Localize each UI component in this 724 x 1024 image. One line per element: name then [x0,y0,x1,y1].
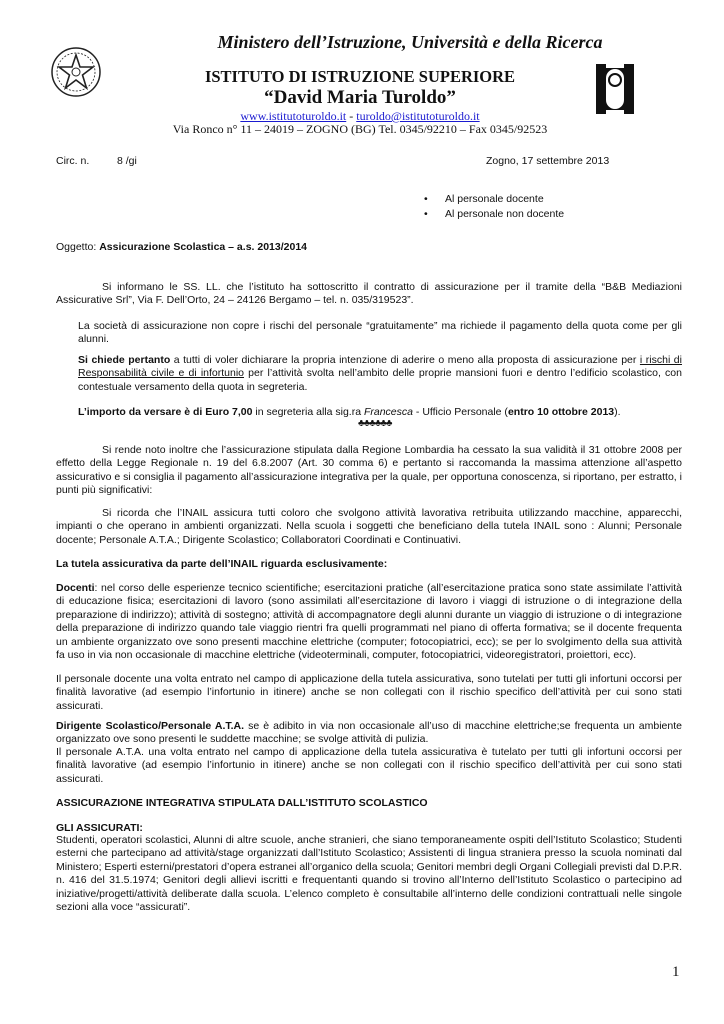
paragraph-docenti [56,582,682,662]
link-separator: - [346,109,357,123]
amount-text-a: in segreteria alla sig.ra [252,406,364,418]
place-date: Zogno, 17 settembre 2013 [486,155,610,167]
amount-deadline: entro 10 ottobre 2013 [507,406,615,418]
subject-text: Assicurazione Scolastica – a.s. 2013/2014 [99,241,307,253]
dirigente-label: Dirigente Scolastico/Personale A.T.A. [56,720,245,732]
ministry-title: Ministero dell’Istruzione, Università e della Ricerca [217,32,603,52]
heading-inail [56,558,682,571]
italian-republic-emblem-icon [50,46,102,98]
paragraph-inail: Si ricorda che l’INAIL assicura tutti coloro che svolgono attività lavorativa retribuita utilizzando macchine, apparecchi, impianti o che operano in ambienti organizzati. Nella scuola i soggetti che beneficiano della tutela INAIL sono : Alunni; Personale docente; Personale A.T.A.; Dirigente Scolastico; Collaboratori Coordinati e Continuativi. [56,507,682,546]
paragraph-dirigente [56,720,682,747]
header-links [150,109,570,123]
paragraph-ata-tutela: Il personale A.T.A. una volta entrato nel campo di applicazione della tutela assicurativa è tutelato per tutti gli infortuni occorsi per finalità lavorative (ad esempio l’infortunio in itinere) anche se non collegati con il rischio specifico dell’attività per cui sono stati assicurati. [56,746,682,785]
request-text-b: per l’attività svolta nell’ambito delle proprie mansioni fuori e dentro l’edificio scolastico, con contestuale versamento della quota in segreteria. [78,367,682,393]
paragraph-request [78,354,682,394]
subject-line [56,241,682,254]
institute-logo-icon [592,60,638,118]
paragraph-coverage: La società di assicurazione non copre i rischi del personale “gratuitamente” ma richiede il pagamento della quota come per gli alunni. [78,320,682,346]
paragraph-intro: Si informano le SS. LL. che l’istituto ha sottoscritto il contratto di assicurazione per il tramite della “B&B Mediazioni Assicurative Srl”, Via F. Dell’Orto, 24 – 24126 Bergamo – tel. n. 035/319523”. [56,281,682,307]
recipient-item: • Al personale non docente [424,207,564,222]
page-number: 1 [672,964,680,980]
heading-inail-text: La tutela assicurativa da parte dell’INAIL riguarda esclusivamente: [56,558,388,570]
heading-integrativa-text: ASSICURAZIONE INTEGRATIVA STIPULATA DALL’ISTITUTO SCOLASTICO [56,797,428,809]
subject-label: Oggetto: [56,241,100,253]
recipient-item: • Al personale docente [424,192,564,207]
amount-text-b: - Ufficio Personale ( [413,406,508,418]
paragraph-assicurati: Studenti, operatori scolastici, Alunni di altre scuole, anche stranieri, che siano temporaneamente ospiti dell’Istituto Scolastico; Studenti esterni che partecipano ad attività/stage organizzati dall’Istituto Scolastico; Assistenti di lingua straniera presso la scuola nominati dal Ministero; Esperti esterni/prestatori d’opera estranei all’organico della scuola; Genitori membri degli Organi Collegiali previsti dal D.P.R. n. 416 del 31.5.1974; Genitori degli allievi iscritti e frequentanti quando si trovino all’Interno dell’Istituto Scolastico o partecipino ad iniziative/progetti/attività deliberate dalla scuola. L’elenco completo è consultabile all’interno delle condizioni contrattuali nelle singole sezioni alla voce “assicurati”. [56,834,683,914]
circular-number: 8 /gi [117,155,137,167]
recipient-list [424,192,564,222]
paragraph-docenti-tutela: Il personale docente una volta entrato nel campo di applicazione della tutela assicurativa, sono tutelati per tutti gli infortuni occorsi per finalità lavorative (ad esempio l’infortunio in itinere) anche se non collegati con il rischio specifico dell’attività per cui sono stati assicurati. [56,673,682,712]
dirigente-text: se è adibito in via non occasionale all’uso di macchine elettriche;se frequenta un ambiente organizzato ove sono presenti le suddette macchine; se svolge attività di pulizia. [56,720,682,746]
amount-bold: L’importo da versare è di Euro 7,00 [78,406,253,418]
clubs-separator: ♣♣♣♣♣♣ [358,418,392,429]
website-link[interactable]: www.istitutoturoldo.it [240,109,347,123]
heading-integrativa [56,797,682,810]
institute-type: ISTITUTO DI ISTRUZIONE SUPERIORE [204,67,516,86]
email-link[interactable]: turoldo@istitutoturoldo.it [356,109,480,123]
docenti-label: Docenti [56,582,95,594]
institute-address: Via Ronco n° 11 – 24019 – ZOGNO (BG) Tel. 0345/92210 – Fax 0345/92523 [172,122,548,136]
heading-assicurati-text: GLI ASSICURATI: [56,822,143,834]
request-underline: i rischi di Responsabilità civile e di infortunio [78,354,682,380]
institute-header [150,66,570,108]
amount-contact: Francesca [363,406,413,418]
request-text-a: a tutti di voler dichiarare la propria intenzione di aderire o meno alla proposta di assicurazione per [170,354,640,366]
request-bold: Si chiede pertanto [78,354,171,366]
institute-name: “David Maria Turoldo” [264,87,456,108]
paragraph-region-note: Si rende noto inoltre che l’assicurazione stipulata dalla Regione Lombardia ha cessato la sua validità il 31 ottobre 2008 per effetto della Legge Regionale n. 19 del 6.8.2007 (Art. 30 comma 6) e pertanto si raccomanda la massima attenzione all’aspetto assicurativo e si consiglia il pagamento all’assicurazione integrativa per la quale, per opportuna conoscenza, si riportano, per estratto, i punti più significativi: [56,444,682,497]
circular-label: Circ. n. [56,155,90,167]
docenti-text: : nel corso delle esperienze tecnico scientifiche; esercitazioni pratiche (all’esercitazione pratica sono state assimilate l’attività di educazione fisica; esercitazioni di lavoro (sono assimilati all’esercitazione di lavoro i viaggi di istruzione o di integrazione della preparazione di indirizzo); attività di sostegno; attività di accompagnatore degli alunni durante un viaggio di istruzione o di integrazione della preparazione di indirizzo quando tale viaggio rientri fra quelli programmati nel piano di offerta formativa; se il docente frequenta un ambiente organizzato ove sono presenti macchine elettriche (computer; fotocopiatrici, ecc); se per lo svolgimento della sua attività fa uso in via non occasionale di macchine elettriche (videoterminali, computer, fotocopiatrici, videoregistratori, proiettori, ecc). [56,582,682,662]
amount-text-c: ). [614,406,621,418]
